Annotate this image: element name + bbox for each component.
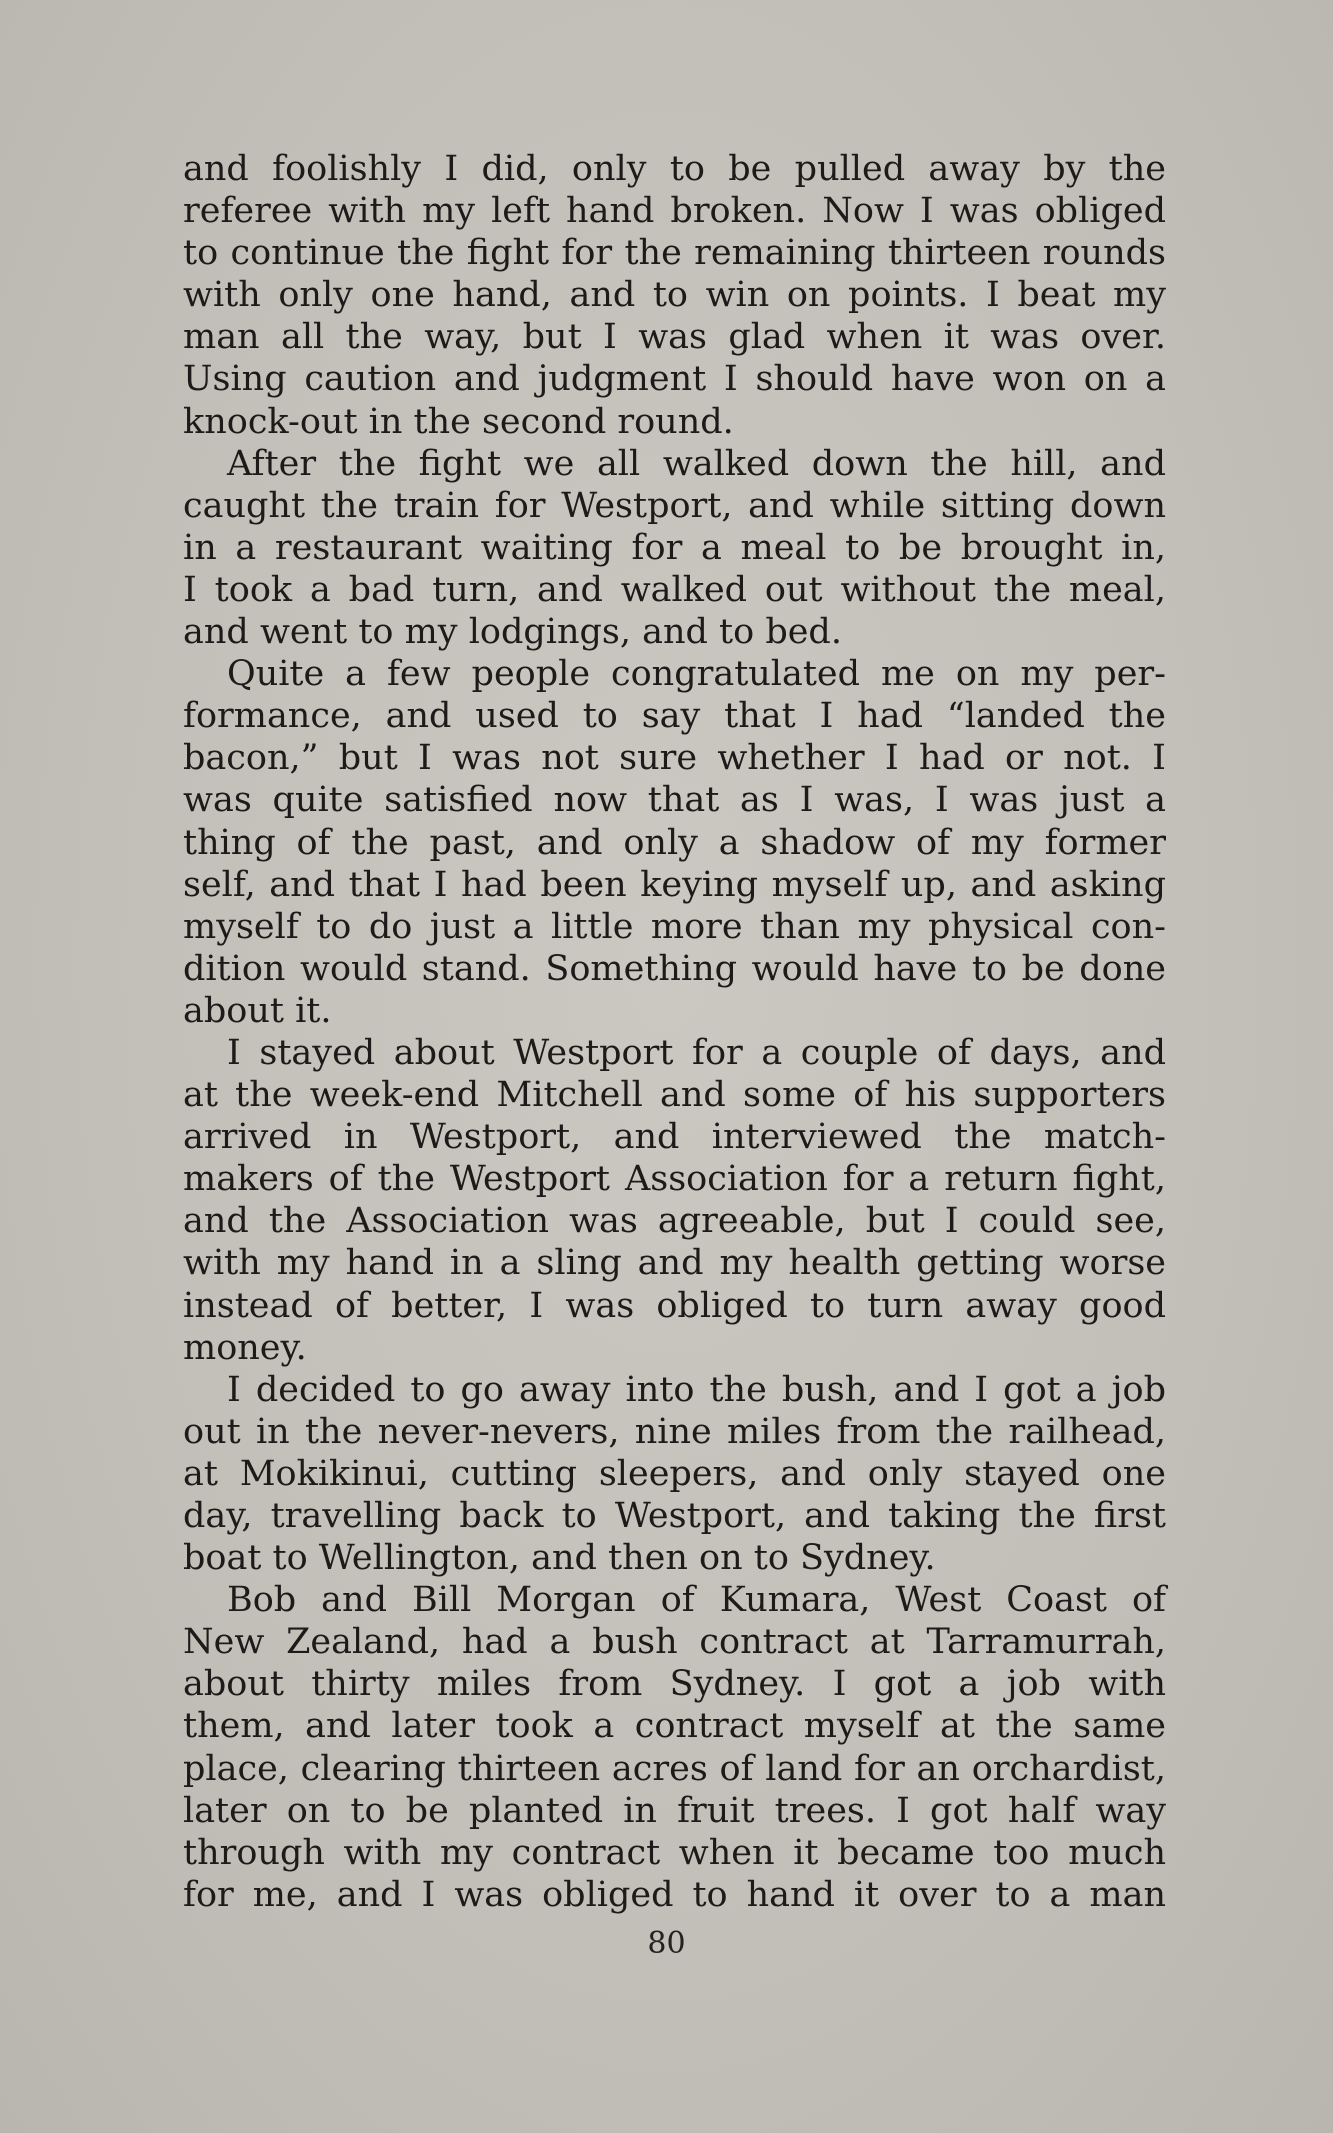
text-line: was quite satisfied now that as I was, I was just a [183,780,1166,821]
text-line: arrived in Westport, and interviewed the match- [183,1117,1166,1158]
text-line: and went to my lodgings, and to bed. [183,612,842,653]
body-text [183,148,1166,1916]
text-line: boat to Wellington, and then on to Sydney. [183,1538,936,1579]
text-line: with my hand in a sling and my health getting worse [183,1243,1166,1284]
text-line: referee with my left hand broken. Now I was obliged [183,191,1166,232]
paragraph-6 [183,1579,1166,1916]
text-line: at Mokikinui, cutting sleepers, and only stayed one [183,1453,1166,1494]
text-line: them, and later took a contract myself at the same [183,1706,1166,1747]
paragraph-5 [183,1369,1166,1579]
text-line: at the week-end Mitchell and some of his supporters [183,1075,1166,1116]
text-line: After the fight we all walked down the hill, and [227,443,1166,484]
text-line: self, and that I had been keying myself up, and asking [183,864,1166,905]
text-line: myself to do just a little more than my physical con- [183,906,1166,947]
text-line: man all the way, but I was glad when it was over. [183,317,1166,358]
text-line: makers of the Westport Association for a return fight, [183,1159,1166,1200]
text-line: bacon,” but I was not sure whether I had or not. I [183,738,1166,779]
text-line: Quite a few people congratulated me on my per- [227,654,1166,695]
page-number: 80 [647,1926,686,1961]
text-line: Using caution and judgment I should have won on a [183,359,1166,400]
text-line: dition would stand. Something would have to be done [183,948,1166,989]
text-line: for me, and I was obliged to hand it over to a man [183,1874,1166,1915]
text-line: in a restaurant waiting for a meal to be brought in, [183,527,1166,568]
text-line: with only one hand, and to win on points. I beat my [183,275,1166,316]
text-line: about thirty miles from Sydney. I got a job with [183,1664,1166,1705]
text-line: formance, and used to say that I had “landed the [183,696,1166,737]
text-line: knock-out in the second round. [183,401,734,442]
paragraph-3 [183,653,1166,1032]
text-line: thing of the past, and only a shadow of my former [183,822,1166,863]
text-line: through with my contract when it became too much [183,1832,1166,1873]
text-line: to continue the fight for the remaining thirteen rounds [183,233,1166,274]
text-line: I decided to go away into the bush, and I got a job [227,1369,1166,1410]
text-line: Bob and Bill Morgan of Kumara, West Coast of [227,1580,1166,1621]
text-line: money. [183,1327,307,1368]
text-line: later on to be planted in fruit trees. I got half way [183,1790,1166,1831]
paragraph-4 [183,1032,1166,1369]
text-line: I took a bad turn, and walked out without the meal, [183,569,1166,610]
text-line: I stayed about Westport for a couple of days, and [227,1032,1166,1073]
text-line: day, travelling back to Westport, and taking the first [183,1496,1166,1536]
text-line: about it. [183,990,332,1031]
text-line: caught the train for Westport, and while sitting down [183,485,1166,526]
text-line: place, clearing thirteen acres of land for an orchardist, [183,1748,1166,1789]
text-line: out in the never-nevers, nine miles from the railhead, [183,1411,1166,1452]
text-line: New Zealand, had a bush contract at Tarramurrah, [183,1622,1166,1663]
paragraph-1 [183,148,1166,443]
text-line: and foolishly I did, only to be pulled away by the [183,149,1166,189]
text-line: and the Association was agreeable, but I could see, [183,1201,1166,1242]
text-line: instead of better, I was obliged to turn away good [183,1285,1166,1326]
paragraph-2 [183,443,1166,653]
